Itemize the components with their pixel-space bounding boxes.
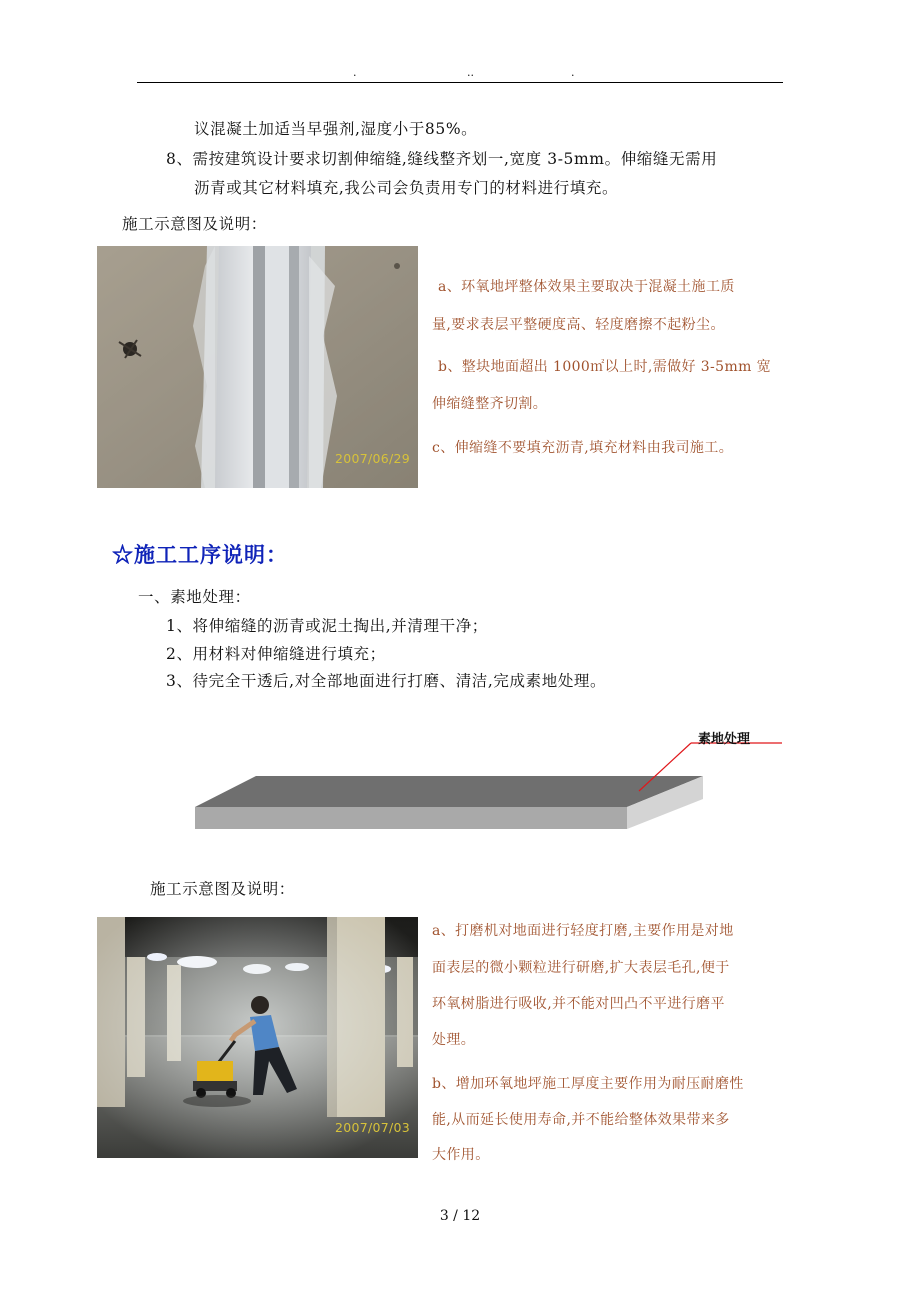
note2-b-line-2: 能,从而延长使用寿命,并不能给整体效果带来多: [432, 1112, 730, 1128]
note2-a-line-1: a、打磨机对地面进行轻度打磨,主要作用是对地: [432, 923, 734, 939]
intro-line: 议混凝土加适当早强剂,湿度小于85%。: [194, 120, 478, 138]
header-dot-3: .: [571, 66, 575, 79]
note-b-line-1: b、整块地面超出 1000㎡以上时,需做好 3-5mm 宽: [438, 359, 772, 375]
caption-1: 施工示意图及说明：: [122, 215, 267, 233]
slab-top-face: [195, 776, 703, 807]
note-a-line-2: 量,要求表层平整硬度高、轻度磨擦不起粉尘。: [432, 317, 725, 333]
header-dot-2: ..: [467, 66, 474, 79]
subsection-title: 一、素地处理：: [138, 588, 251, 606]
note2-b-line-1: b、增加环氧地坪施工厚度主要作用为耐压耐磨性: [432, 1076, 744, 1092]
header-rule: [137, 82, 783, 83]
note2-a-line-3: 环氧树脂进行吸收,并不能对凹凸不平进行磨平: [432, 996, 725, 1012]
note-c-line-1: c、伸缩缝不要填充沥青,填充材料由我司施工。: [432, 440, 734, 456]
grinding-photo: [97, 917, 418, 1158]
header-dot-1: .: [353, 66, 357, 79]
note2-b-line-3: 大作用。: [432, 1147, 490, 1163]
diagram-label: 素地处理: [698, 732, 751, 747]
note2-a-line-4: 处理。: [432, 1032, 476, 1048]
item-8-line-2: 沥青或其它材料填充,我公司会负责用专门的材料进行填充。: [194, 179, 619, 197]
expansion-joint-photo: [97, 246, 418, 488]
slab-front-face: [195, 807, 627, 829]
note-b-line-2: 伸缩缝整齐切割。: [432, 396, 548, 412]
section-heading-text: 施工工序说明：: [134, 542, 288, 567]
photo-2-date-stamp: 2007/07/03: [335, 1120, 411, 1135]
slab-diagram: [190, 722, 790, 834]
header-dots: [137, 66, 783, 80]
item-8-line-1: 8、需按建筑设计要求切割伸缩缝,缝线整齐划一,宽度 3-5mm。伸缩缝无需用: [166, 150, 718, 168]
note2-a-line-2: 面表层的微小颗粒进行研磨,扩大表层毛孔,便于: [432, 960, 730, 976]
step-1: 1、将伸缩缝的沥青或泥土掏出,并清理干净；: [166, 617, 488, 635]
step-3: 3、待完全干透后,对全部地面进行打磨、清洁,完成素地处理。: [166, 672, 607, 690]
note-a-line-1: a、环氧地坪整体效果主要取决于混凝土施工质: [438, 279, 735, 295]
star-icon: ☆: [112, 542, 134, 567]
step-2: 2、用材料对伸缩缝进行填充；: [166, 645, 386, 663]
section-heading: [112, 539, 288, 569]
caption-2: 施工示意图及说明：: [150, 880, 295, 898]
photo-1-date-stamp: 2007/06/29: [335, 451, 411, 466]
page-number: 3 / 12: [439, 1208, 481, 1224]
